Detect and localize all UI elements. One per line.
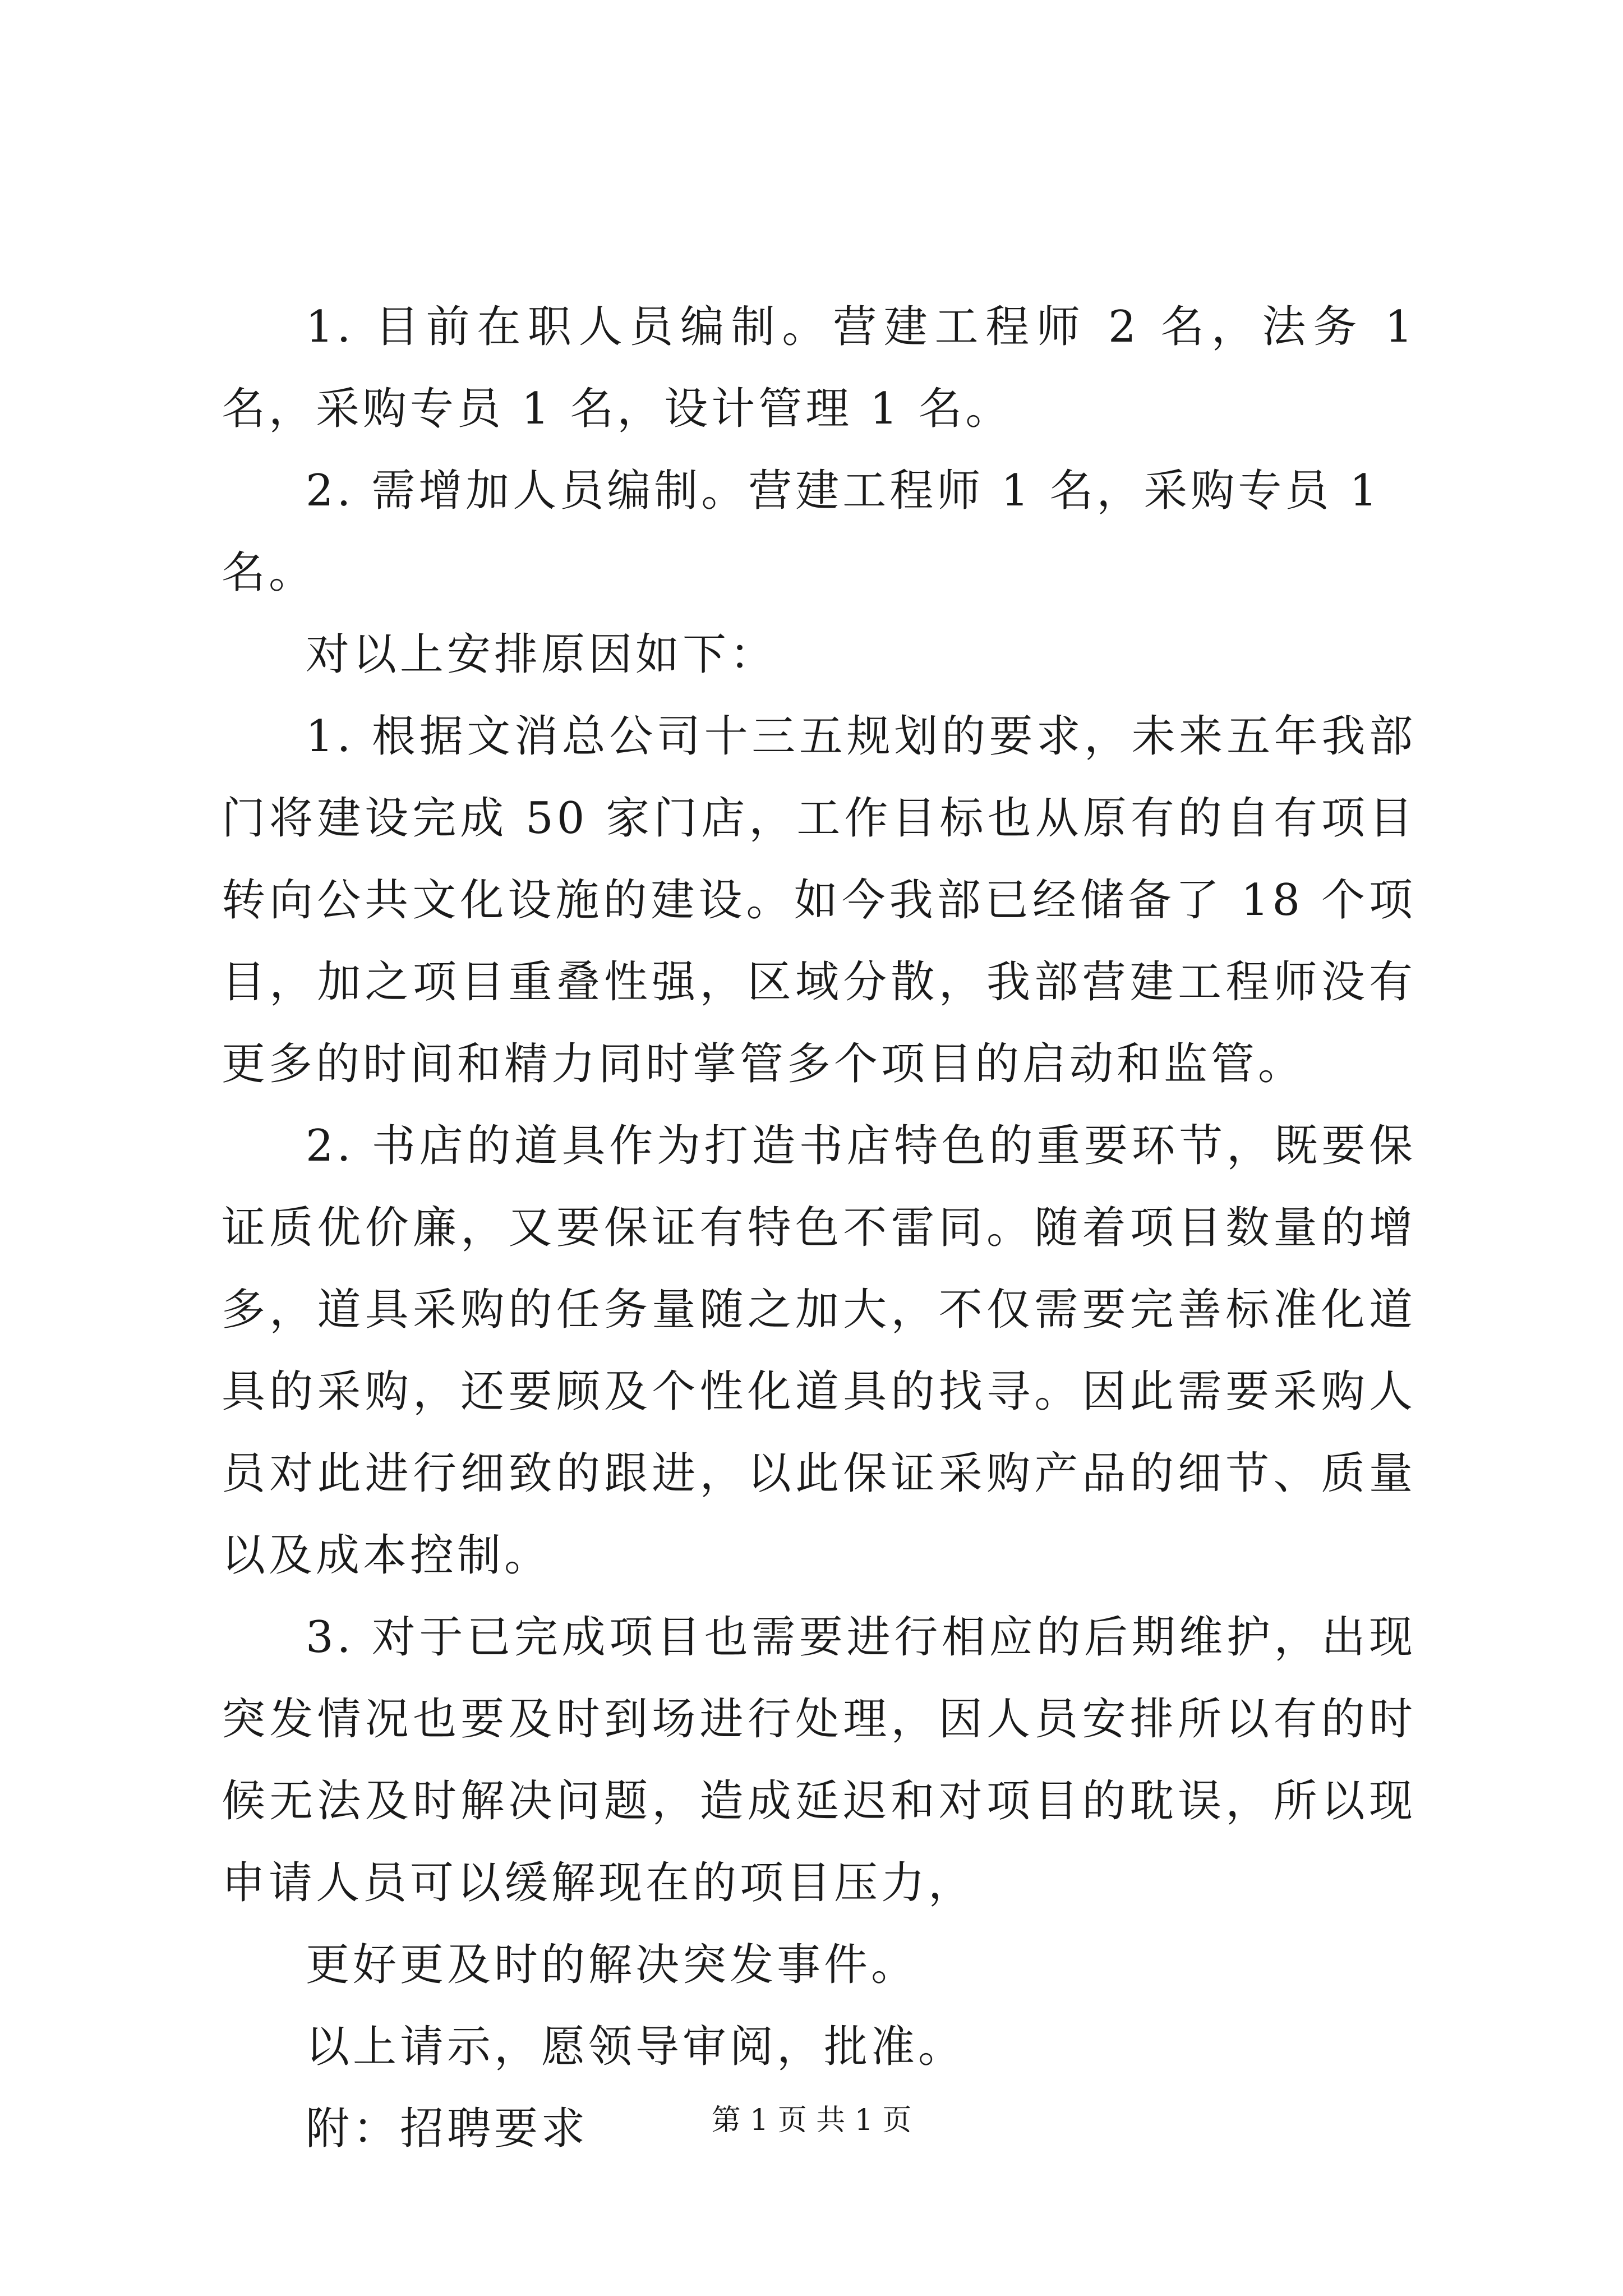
paragraph-request: 以上请示，愿领导审阅，批准。 (306, 2022, 966, 2072)
document-body (222, 286, 1416, 2170)
page-number-label: 第 1 页 共 1 页 (711, 2104, 912, 2137)
paragraph-reason-2: 2. 书店的道具作为打造书店特色的重要环节，既要保证质优价廉，又要保证有特色不雷同。随着项目数量的增多，道具采购的任务量随之加大，不仅需要完善标准化道具的采购，还要顾及个性化道具的找寻。因此需要采购人员对此进行细致的跟进，以此保证采购产品的细节、质量以及成本控制。 (222, 1121, 1416, 1581)
paragraph-staffing-current: 1. 目前在职人员编制。营建工程师 2 名，法务 1 名，采购专员 1 名，设计管理 1 名。 (222, 302, 1416, 434)
paragraph-reasons-intro: 对以上安排原因如下： (306, 629, 777, 680)
paragraph-continuation: 更好更及时的解决突发事件。 (306, 1940, 919, 1990)
paragraph-reason-1: 1. 根据文消总公司十三五规划的要求，未来五年我部门将建设完成 50 家门店，工作目标也从原有的自有项目转向公共文化设施的建设。如今我部已经储备了 18 个项目，加之项目重叠性强，区域分散，我部营建工程师没有更多的时间和精力同时掌管多个项目的启动和监管。 (222, 711, 1416, 1089)
page-footer (0, 2101, 1623, 2140)
paragraph-reason-3: 3. 对于已完成项目也需要进行相应的后期维护，出现突发情况也要及时到场进行处理，因人员安排所以有的时候无法及时解决问题，造成延迟和对项目的耽误，所以现申请人员可以缓解现在的项目压力， (222, 1612, 1416, 1908)
paragraph-attachment: 附：招聘要求 (306, 2104, 589, 2154)
paragraph-staffing-needed: 2. 需增加人员编制。营建工程师 1 名，采购专员 1 名。 (222, 466, 1381, 598)
